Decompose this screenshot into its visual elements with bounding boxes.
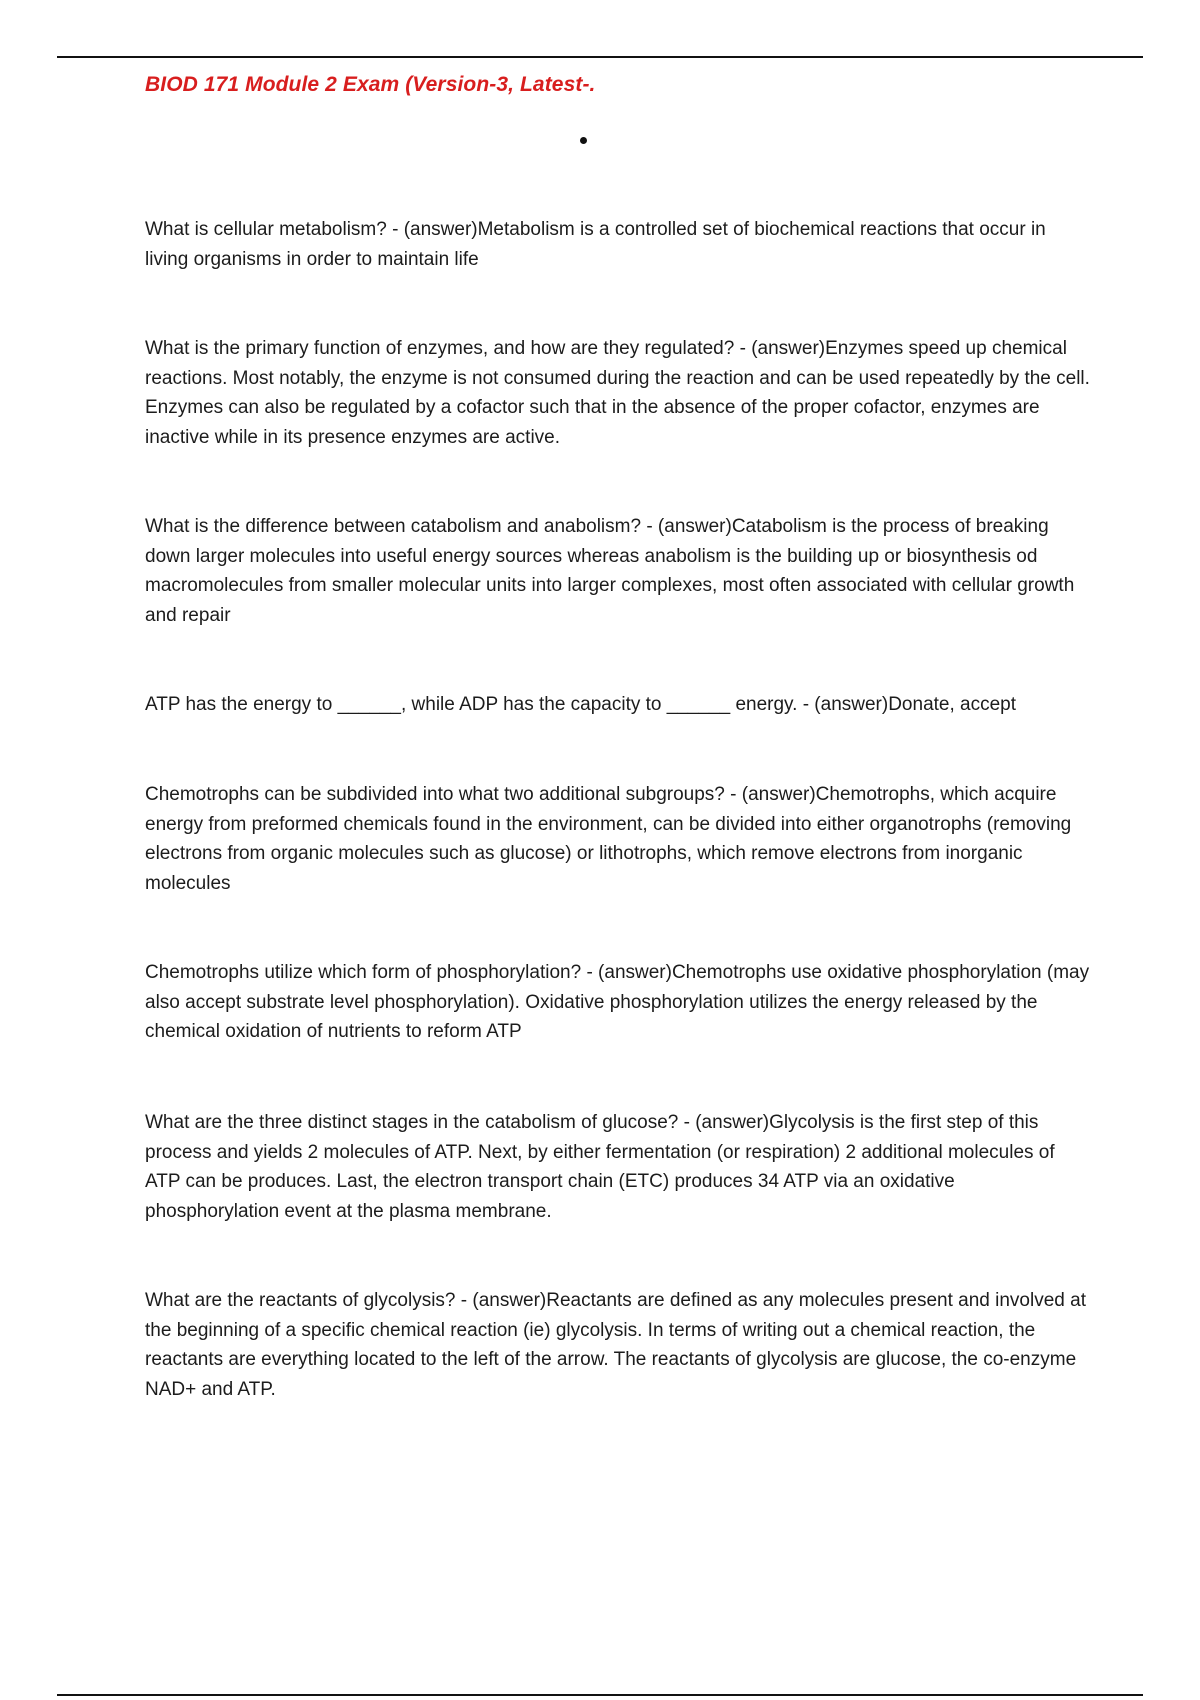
qa-item-atp-adp: ATP has the energy to ______, while ADP has the capacity to ______ energy. - (answer)Donate, accept xyxy=(145,694,1017,715)
qa-item-catabolism-anabolism: What is the difference between catabolism and anabolism? - (answer)Catabolism is the process of breaking down larger molecules into useful energy sources whereas anabolism is the building up or biosynthesis od macromolecules from smaller molecular units into larger complexes, most often associated with cellular growth and repair xyxy=(145,516,1075,626)
qa-item-cellular-metabolism: What is cellular metabolism? - (answer)Metabolism is a controlled set of biochemical reactions that occur in living organisms in order to maintain life xyxy=(145,219,1046,270)
qa-item-enzyme-function: What is the primary function of enzymes, and how are they regulated? - (answer)Enzymes speed up chemical reactions. Most notably, the enzyme is not consumed during the reaction and can be used repeatedly by the cell. Enzymes can also be regulated by a cofactor such that in the absence of the proper cofactor, enzymes are inactive while in its presence enzymes are active. xyxy=(145,338,1090,448)
document-title: BIOD 171 Module 2 Exam (Version-3, Latest-. xyxy=(145,73,596,96)
qa-item-glucose-catabolism-stages: What are the three distinct stages in the catabolism of glucose? - (answer)Glycolysis is the first step of this process and yields 2 molecules of ATP. Next, by either fermentation (or respiration) 2 additional molecules of ATP can be produces. Last, the electron transport chain (ETC) produces 34 ATP via an oxidative phosphorylation event at the plasma membrane. xyxy=(145,1112,1055,1222)
qa-item-glycolysis-reactants: What are the reactants of glycolysis? - (answer)Reactants are defined as any molecules present and involved at the beginning of a specific chemical reaction (ie) glycolysis. In terms of writing out a chemical reaction, the reactants are everything located to the left of the arrow. The reactants of glycolysis are glucose, the co-enzyme NAD+ and ATP. xyxy=(145,1290,1086,1400)
bottom-rule xyxy=(57,1694,1143,1696)
qa-item-chemotroph-subgroups: Chemotrophs can be subdivided into what two additional subgroups? - (answer)Chemotrophs, which acquire energy from preformed chemicals found in the environment, can be divided into either organotrophs (removing electrons from organic molecules such as glucose) or lithotrophs, which remove electrons from inorganic molecules xyxy=(145,784,1072,894)
bullet-point xyxy=(580,137,587,144)
top-rule xyxy=(57,56,1143,58)
qa-item-chemotroph-phosphorylation: Chemotrophs utilize which form of phosphorylation? - (answer)Chemotrophs use oxidative phosphorylation (may also accept substrate level phosphorylation). Oxidative phosphorylation utilizes the energy released by the chemical oxidation of nutrients to reform ATP xyxy=(145,962,1090,1042)
